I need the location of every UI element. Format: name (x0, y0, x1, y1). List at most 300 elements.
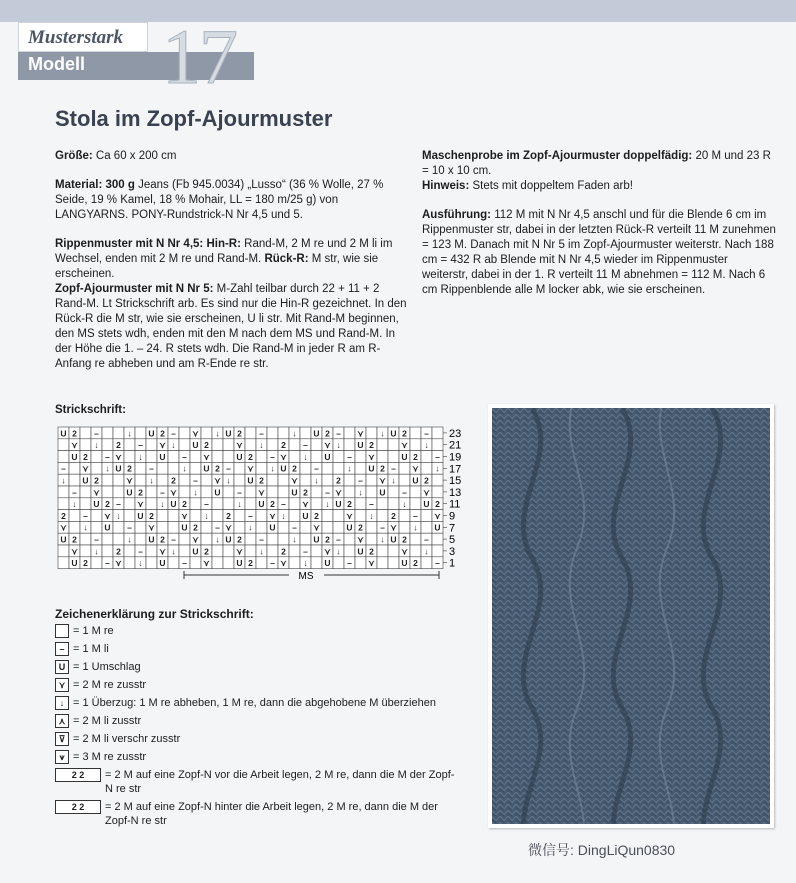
chart-symbol: 2 (347, 499, 352, 510)
chart-cell (344, 486, 355, 498)
chart-symbol: – (336, 428, 341, 439)
chart-symbol: – (149, 463, 154, 474)
chart-cell (322, 510, 333, 522)
chart-symbol: ↓ (72, 499, 77, 510)
chart-cell (333, 521, 344, 533)
chart-symbol: ⋎ (368, 451, 375, 462)
legend-item (55, 642, 455, 656)
legend (55, 624, 455, 832)
chart-symbol: ↓ (369, 510, 374, 521)
chart-symbol: 2 (138, 487, 143, 498)
legend-item (55, 714, 455, 728)
chart-symbol: ↓ (160, 499, 165, 510)
legend-text: = 1 M re (73, 625, 114, 637)
chart-symbol: U (82, 475, 89, 486)
chart-cell (377, 439, 388, 451)
chart-symbol: 2 (314, 510, 319, 521)
chart-cell (212, 557, 223, 569)
chart-cell (267, 486, 278, 498)
chart-cell (201, 474, 212, 486)
chart-symbol: – (160, 487, 165, 498)
chart-cell (234, 462, 245, 474)
legend-symbol-icon: 2 2 (55, 768, 101, 782)
chart-symbol: ↓ (303, 451, 308, 462)
chart-symbol: ↓ (435, 463, 440, 474)
chart-cell (344, 533, 355, 545)
chart-cell (135, 462, 146, 474)
chart-symbol: – (94, 428, 99, 439)
chart-symbol: U (71, 451, 78, 462)
chart-symbol: ⋎ (302, 499, 309, 510)
chart-symbol: ⋎ (401, 440, 408, 451)
chart-cell (223, 439, 234, 451)
row-number: 15 (449, 475, 462, 488)
chart-cell (311, 545, 322, 557)
row-number: 3 (449, 545, 456, 558)
chart-symbol: ⋎ (247, 463, 254, 474)
legend-text: = 2 M re zusstr (73, 679, 147, 691)
chart-symbol: 2 (369, 546, 374, 557)
chart-symbol: – (83, 510, 88, 521)
chart-cell (102, 545, 113, 557)
chart-cell (377, 545, 388, 557)
chart-cell (355, 462, 366, 474)
chart-cell (58, 498, 69, 510)
chart-cell (311, 439, 322, 451)
chart-symbol: 2 (237, 428, 242, 439)
chart-symbol: U (335, 499, 342, 510)
chart-cell (113, 486, 124, 498)
chart-cell (91, 462, 102, 474)
chart-symbol: ⋎ (82, 463, 89, 474)
chart-cell (102, 486, 113, 498)
chart-symbol: 2 (94, 475, 99, 486)
chart-symbol: 2 (336, 475, 341, 486)
chart-symbol: ↓ (182, 463, 187, 474)
chart-symbol: ⋎ (159, 546, 166, 557)
chart-symbol: ↓ (391, 475, 396, 486)
chart-cell (300, 474, 311, 486)
chart-symbol: 2 (72, 428, 77, 439)
chart-cell (366, 474, 377, 486)
chart-symbol: ⋎ (280, 451, 287, 462)
chart-cell (432, 427, 443, 439)
gauge-paragraph (422, 149, 777, 179)
chart-symbol: ↓ (248, 522, 253, 533)
chart-cell (223, 451, 234, 463)
chart-symbol: – (413, 510, 418, 521)
instructions-paragraph (422, 208, 777, 298)
chart-symbol: U (148, 534, 155, 545)
rib-label: Rippenmuster mit N Nr 4,5: Hin-R: (55, 238, 241, 250)
chart-symbol: ⋎ (335, 487, 342, 498)
chart-symbol: U (225, 534, 232, 545)
chart-symbol: 2 (424, 475, 429, 486)
chart-cell (58, 545, 69, 557)
chart-symbol: ⋎ (236, 440, 243, 451)
chart-cell (223, 486, 234, 498)
legend-symbol-icon: U (55, 660, 69, 674)
chart-cell (212, 439, 223, 451)
chart-symbol: ⋎ (71, 546, 78, 557)
chart-symbol: U (60, 534, 67, 545)
chart-cell (344, 439, 355, 451)
chart-cell (91, 521, 102, 533)
chart-cell (168, 557, 179, 569)
chart-symbol: – (303, 440, 308, 451)
chart-cell (190, 451, 201, 463)
chart-symbol: ↓ (138, 451, 143, 462)
pattern-text: M-Zahl teilbar durch 22 + 11 + 2 Rand-M. Lt Strickschrift arb. Es sind nur die Hin-R gezeichnet. In den Rück-R die M str, wie sie erscheinen, U li str. Mit Rand-M beginnen, den MS stets wdh, enden mit den M nach dem MS und Rand-M. In der Höhe die 1. – 24. R stets wdh. Die Rand-M in jeder R am R-Anfang re abheben und am R-Ende re str. (55, 283, 407, 370)
chart-symbol: 2 (413, 451, 418, 462)
chart-cell (399, 521, 410, 533)
row-number: 5 (449, 534, 456, 547)
chart-symbol: ⋎ (148, 522, 155, 533)
legend-symbol-icon: – (55, 642, 69, 656)
chart-symbol: U (324, 558, 331, 569)
chart-symbol: U (302, 510, 309, 521)
chart-cell (267, 427, 278, 439)
chart-cell (355, 557, 366, 569)
chart-cell (421, 557, 432, 569)
chart-symbol: – (325, 487, 330, 498)
chart-cell (344, 545, 355, 557)
legend-symbol-icon: ↓ (55, 696, 69, 710)
chart-symbol: 2 (127, 463, 132, 474)
chart-cell (124, 557, 135, 569)
chart-symbol: – (380, 522, 385, 533)
chart-symbol: 2 (116, 440, 121, 451)
chart-symbol: 2 (182, 499, 187, 510)
chart-symbol: ↓ (270, 463, 275, 474)
chart-symbol: ↓ (193, 487, 198, 498)
chart-cell (322, 474, 333, 486)
chart-symbol: ⋎ (115, 558, 122, 569)
chart-cell (311, 498, 322, 510)
chart-cell (322, 521, 333, 533)
chart-cell (168, 510, 179, 522)
chart-cell (190, 462, 201, 474)
chart-cell (135, 474, 146, 486)
chart-symbol: ⋎ (60, 522, 67, 533)
chart-symbol: ↓ (402, 499, 407, 510)
chart-symbol: U (170, 499, 177, 510)
chart-symbol: ↓ (83, 522, 88, 533)
chart-symbol: ⋎ (192, 428, 199, 439)
chart-symbol: ↓ (325, 499, 330, 510)
chart-symbol: ⋎ (368, 558, 375, 569)
chart-cell (366, 533, 377, 545)
legend-symbol-icon: ⋏ (55, 714, 69, 728)
chart-cell (146, 486, 157, 498)
repeat-label: MS (298, 571, 314, 582)
chart-symbol: ↓ (424, 440, 429, 451)
chart-symbol: – (435, 558, 440, 569)
chart-cell (388, 545, 399, 557)
chart-cell (245, 486, 256, 498)
chart-cell (146, 439, 157, 451)
chart-cell (388, 451, 399, 463)
chart-cell (399, 462, 410, 474)
chart-cell (289, 545, 300, 557)
chart-cell (256, 510, 267, 522)
chart-cell (69, 474, 80, 486)
chart-cell (135, 521, 146, 533)
legend-symbol-icon: ⋎ (55, 678, 69, 692)
chart-symbol: ⋎ (170, 487, 177, 498)
gauge-label: Maschenprobe im Zopf-Ajourmuster doppelfädig: (422, 150, 693, 162)
chart-title: Strickschrift: (55, 404, 126, 416)
chart-symbol: ⋎ (203, 558, 210, 569)
chart-symbol: ⋎ (115, 451, 122, 462)
chart-cell (432, 486, 443, 498)
chart-symbol: 2 (204, 440, 209, 451)
chart-symbol: – (127, 522, 132, 533)
chart-symbol: U (401, 558, 408, 569)
chart-symbol: U (148, 428, 155, 439)
chart-symbol: U (71, 558, 78, 569)
chart-cell (69, 462, 80, 474)
chart-symbol: U (313, 534, 320, 545)
row-number: 1 (449, 557, 456, 570)
page-title: Stola im Zopf-Ajourmuster (55, 106, 333, 131)
chart-cell (146, 557, 157, 569)
legend-symbol-icon (55, 624, 69, 638)
chart-symbol: ⋎ (104, 510, 111, 521)
chart-cell (80, 498, 91, 510)
legend-text: = 1 M li (73, 643, 109, 655)
chart-cell (124, 545, 135, 557)
chart-cell (113, 427, 124, 439)
chart-symbol: ⋎ (280, 558, 287, 569)
chart-symbol: ↓ (149, 475, 154, 486)
chart-symbol: – (369, 499, 374, 510)
chart-symbol: ⋎ (434, 510, 441, 521)
chart-symbol: U (280, 463, 287, 474)
chart-cell (179, 545, 190, 557)
chart-cell (212, 510, 223, 522)
chart-cell (168, 451, 179, 463)
chart-symbol: – (226, 463, 231, 474)
model-number: 17 (162, 13, 236, 100)
chart-symbol: ↓ (336, 546, 341, 557)
chart-cell (179, 533, 190, 545)
chart-cell (80, 427, 91, 439)
chart-symbol: ↓ (116, 510, 121, 521)
chart-cell (201, 427, 212, 439)
chart-cell (223, 498, 234, 510)
chart-symbol: 2 (248, 558, 253, 569)
chart-symbol: ⋎ (423, 487, 430, 498)
chart-symbol: ⋎ (269, 510, 276, 521)
chart-cell (256, 451, 267, 463)
chart-symbol: – (270, 558, 275, 569)
chart-symbol: ↓ (127, 428, 132, 439)
row-number: 19 (449, 451, 462, 464)
legend-item (55, 696, 455, 710)
chart-symbol: ⋎ (137, 499, 144, 510)
chart-symbol: ↓ (94, 546, 99, 557)
chart-cell (124, 451, 135, 463)
chart-cell (388, 557, 399, 569)
legend-text: = 2 M auf eine Zopf-N vor die Arbeit legen, 2 M re, dann die M der Zopf-N re str (105, 769, 455, 795)
chart-symbol: ↓ (292, 534, 297, 545)
chart-symbol: – (336, 534, 341, 545)
chart-symbol: 2 (83, 451, 88, 462)
chart-symbol: – (303, 546, 308, 557)
chart-cell (157, 474, 168, 486)
chart-cell (333, 451, 344, 463)
chart-cell (421, 521, 432, 533)
chart-cell (432, 474, 443, 486)
chart-symbol: – (435, 451, 440, 462)
chart-symbol: 2 (237, 534, 242, 545)
chart-symbol: – (314, 463, 319, 474)
chart-symbol: – (138, 546, 143, 557)
chart-cell (168, 462, 179, 474)
chart-cell (124, 439, 135, 451)
legend-title: Zeichenerklärung zur Strickschrift: (55, 607, 254, 621)
chart-cell (190, 498, 201, 510)
row-number: 23 (449, 427, 462, 440)
chart-symbol: ↓ (380, 428, 385, 439)
chart-symbol: U (60, 428, 67, 439)
chart-symbol: ↓ (314, 475, 319, 486)
chart-cell (333, 510, 344, 522)
chart-symbol: 2 (171, 475, 176, 486)
chart-cell (58, 439, 69, 451)
chart-cell (355, 510, 366, 522)
legend-text: = 2 M auf eine Zopf-N hinter die Arbeit legen, 2 M re, dann die M der Zopf-N re str (105, 801, 438, 827)
chart-symbol: 2 (259, 475, 264, 486)
chart-cell (300, 521, 311, 533)
chart-symbol: – (347, 451, 352, 462)
chart-symbol: 2 (215, 463, 220, 474)
chart-symbol: U (269, 522, 276, 533)
chart-symbol: – (215, 522, 220, 533)
chart-cell (399, 474, 410, 486)
chart-symbol: U (115, 463, 122, 474)
chart-cell (102, 439, 113, 451)
chart-cell (179, 439, 190, 451)
material-label: Material: 300 g (55, 179, 135, 191)
chart-symbol: ⋎ (324, 546, 331, 557)
chart-cell (278, 533, 289, 545)
chart-symbol: ⋎ (192, 534, 199, 545)
chart-symbol: 2 (380, 463, 385, 474)
chart-cell (223, 557, 234, 569)
chart-cell (223, 545, 234, 557)
chart-cell (388, 486, 399, 498)
chart-symbol: ⋎ (181, 510, 188, 521)
chart-cell (80, 439, 91, 451)
chart-cell (234, 474, 245, 486)
chart-symbol: ↓ (424, 546, 429, 557)
chart-symbol: ↓ (259, 546, 264, 557)
chart-symbol: – (193, 475, 198, 486)
chart-symbol: U (137, 510, 144, 521)
chart-cell (190, 557, 201, 569)
chart-cell (212, 545, 223, 557)
chart-symbol: U (258, 499, 265, 510)
chart-symbol: 2 (325, 428, 330, 439)
right-column (422, 149, 777, 312)
legend-symbol-icon: ⊽ (55, 732, 69, 746)
chart-cell (58, 557, 69, 569)
chart-cell (366, 427, 377, 439)
chart-cell (190, 510, 201, 522)
chart-symbol: – (259, 428, 264, 439)
knit-texture-image (492, 408, 770, 824)
chart-symbol: 2 (270, 499, 275, 510)
chart-cell (278, 521, 289, 533)
chart-symbol: ↓ (61, 475, 66, 486)
chart-symbol: U (291, 487, 298, 498)
chart-cell (289, 498, 300, 510)
chart-grid (58, 427, 443, 569)
legend-text: = 3 M re zusstr (73, 751, 147, 763)
chart-cell (146, 451, 157, 463)
chart-symbol: U (104, 522, 111, 533)
chart-symbol: ↓ (226, 475, 231, 486)
chart-symbol: ⋎ (236, 546, 243, 557)
chart-cell (300, 462, 311, 474)
chart-cell (410, 486, 421, 498)
chart-symbol: ⋎ (291, 475, 298, 486)
chart-symbol: 2 (193, 522, 198, 533)
chart-symbol: 2 (325, 534, 330, 545)
size-label: Größe: (55, 150, 93, 162)
chart-cell (344, 427, 355, 439)
model-label: Modell (28, 54, 85, 74)
chart-symbol: U (192, 546, 199, 557)
chart-symbol: – (424, 428, 429, 439)
chart-cell (377, 451, 388, 463)
series-label: Musterstark (28, 27, 124, 48)
chart-cell (91, 557, 102, 569)
chart-symbol: – (259, 534, 264, 545)
chart-cell (267, 439, 278, 451)
chart-symbol: U (192, 440, 199, 451)
watermark: 微信号: DingLiQun0830 (528, 842, 676, 858)
chart-cell (421, 462, 432, 474)
chart-symbol: – (402, 487, 407, 498)
chart-symbol: ⋎ (357, 428, 364, 439)
legend-item (55, 750, 455, 764)
chart-cell (410, 498, 421, 510)
chart-symbol: ↓ (105, 463, 110, 474)
material-text: Jeans (Fb 945.0034) „Lusso“ (36 % Wolle, 27 % Seide, 19 % Kamel, 18 % Mohair, LL = 180 m/25 g) von LANGYARNS. PONY-Rundstrick-N Nr 4,5 und 5. (55, 179, 384, 221)
chart-symbol: 2 (413, 558, 418, 569)
instructions-text: 112 M mit N Nr 4,5 anschl und für die Blende 6 cm im Rippenmuster str, dabei in der letzten Rück-R verteilt 11 M zunehmen = 123 M. Danach mit N Nr 5 im Zopf-Ajourmuster weiterstr. Nach 188 cm = 432 R ab Blende mit N Nr 4,5 wieder im Rippenmuster weiterstr, dabei in der 1. R verteilt 11 M abnehmen = 112 M. Nach 6 cm Rippenblende alle M locker abk, wie sie erscheinen. (422, 209, 776, 296)
chart-symbol: ↓ (259, 440, 264, 451)
chart-cell (300, 533, 311, 545)
knitted-sample-photo (488, 404, 774, 828)
chart-cell (102, 533, 113, 545)
chart-symbol: ↓ (138, 558, 143, 569)
legend-symbol-icon: ⩛ (55, 750, 69, 764)
instructions-label: Ausführung: (422, 209, 491, 221)
chart-symbol: U (390, 534, 397, 545)
chart-cell (322, 462, 333, 474)
chart-symbol: ↓ (303, 558, 308, 569)
chart-symbol: ⋎ (390, 522, 397, 533)
chart-symbol: U (346, 522, 353, 533)
left-column (55, 149, 410, 386)
chart-symbol: ↓ (336, 440, 341, 451)
chart-cell (399, 510, 410, 522)
chart-symbol: 2 (281, 546, 286, 557)
